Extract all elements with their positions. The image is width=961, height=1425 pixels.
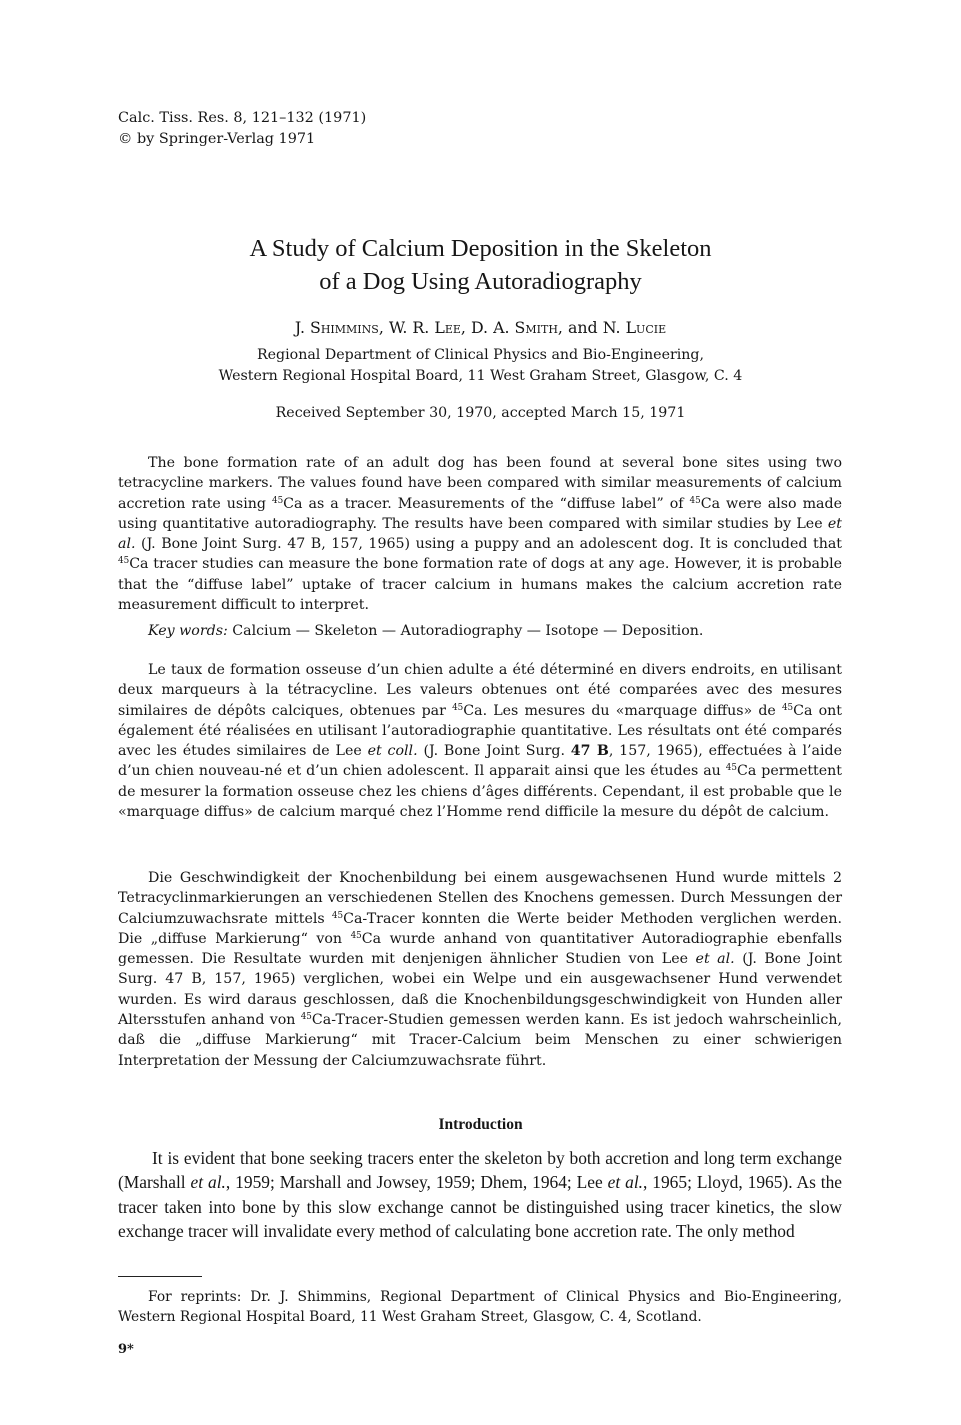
section-heading: Introduction (438, 1116, 523, 1133)
citation-line: Calc. Tiss. Res. 8, 121–132 (1971) (118, 110, 367, 126)
isotope-superscript: 45 (725, 763, 737, 774)
abstract-text: Ca wurde anhand von quantitativer Autoradiographie ebenfalls gemessen. Die Resultate wurden mit denjenigen ähnlicher Studien von Lee (118, 930, 842, 968)
isotope-superscript: 45 (118, 556, 130, 567)
footnote: For reprints: Dr. J. Shimmins, Regional Department of Clinical Physics and Bio-Engineering, Western Regional Hospital Board, 11 West Graham Street, Glasgow, C. 4, Scotland. (118, 1289, 842, 1325)
author-initial: N. (602, 318, 626, 337)
abstract-text: Ca were also made using quantitative autoradiography. The results have been compared with similar studies by Lee (118, 495, 842, 532)
isotope-superscript: 45 (300, 1012, 312, 1023)
intro-text: , 1959; Marshall and Jowsey, 1959; Dhem, 1964; Lee (225, 1172, 608, 1193)
introduction-paragraph (118, 1146, 842, 1244)
paper-title (0, 232, 961, 298)
abstract-english (118, 453, 842, 615)
abstract-text: (J. Bone Joint Surg. 47 B, 157, 1965) verglichen, wobei ein Welpe und ein ausgewachsener Hund verwendet wurden. Es wird daraus geschlossen, daß die Knochenbildungsgeschwindigkeit von Hunden aller Altersstufen anhand von (118, 951, 842, 1029)
abstract-german (118, 868, 842, 1071)
author-initial: W. R. (388, 318, 435, 337)
author-list (0, 318, 961, 338)
abstract-text: Ca permettent de mesurer la formation osseuse chez les chiens d’âges différents. Cependant, il est probable que le «marquage diffus» de calcium marqué chez l’Homme rend difficile la mesure du dépôt de calcium. (118, 763, 842, 821)
affiliation-line-1: Regional Department of Clinical Physics and Bio-Engineering, (256, 347, 705, 363)
et-al: et al. (190, 1172, 226, 1193)
et-al: et al. (118, 515, 842, 553)
footnote-divider (118, 1276, 202, 1277)
abstract-text: Ca as a tracer. Measurements of the “diffuse label” of (283, 495, 690, 512)
et-coll: et coll. (367, 743, 418, 760)
author-name: Lucie (625, 318, 667, 337)
isotope-superscript: 45 (350, 931, 362, 942)
author-name: Smith (514, 318, 558, 337)
title-line-1: A Study of Calcium Deposition in the Skeleton (249, 235, 712, 262)
affiliation-line-2: Western Regional Hospital Board, 11 West Graham Street, Glasgow, C. 4 (218, 368, 743, 384)
abstract-text: Le taux de formation osseuse d’un chien adulte a été déterminé en divers endroits, en utilisant deux marqueurs à la tétracycline. Les valeurs obtenues ont été comparées avec des mesures similaires de dépôts calciques, obtenues par (118, 662, 842, 719)
author-initial: J. (294, 318, 311, 337)
abstract-text: Ca-Tracer konnten die Werte beider Methoden verglichen werden. Die „diffuse Markierung“ von (118, 910, 842, 947)
journal-citation (118, 108, 366, 150)
author-initial: D. A. (470, 318, 515, 337)
abstract-text: Ca ont également été réalisées en utilisant l’autoradiographie quantitative. Les résultats ont été comparés avec les études similaires de Lee (118, 702, 842, 760)
author-name: Shimmins (310, 318, 379, 337)
author-name: Lee (434, 318, 461, 337)
keywords (148, 621, 842, 641)
copyright-line: © by Springer-Verlag 1971 (118, 131, 316, 147)
isotope-superscript: 45 (689, 495, 701, 506)
abstract-text: Die Geschwindigkeit der Knochenbildung bei einem ausgewachsenen Hund wurde mittels 2 Tetracyclinmarkierungen an verschiedenen Stellen des Knochens gemessen. Durch Messungen der Calciumzuwachsrate mittels (118, 870, 842, 927)
isotope-superscript: 45 (781, 702, 794, 713)
abstract-text: (J. Bone Joint Surg. 47 B, 157, 1965) using a puppy and an adolescent dog. It is concluded that (135, 536, 842, 553)
received-date: Received September 30, 1970, accepted March 15, 1971 (275, 405, 686, 421)
abstract-text: The bone formation rate of an adult dog has been found at several bone sites using two tetracycline markers. The values found have been compared with similar measurements of calcium accretion rate using (118, 455, 842, 512)
author-separator: , (378, 318, 389, 337)
author-conjunction: , and (557, 318, 603, 337)
affiliation (0, 345, 961, 387)
title-line-2: of a Dog Using Autoradiography (319, 268, 642, 295)
keywords-label: Key words: (148, 623, 228, 639)
abstract-text: Ca-Tracer-Studien gemessen werden kann. Es ist jedoch wahrscheinlich, daß die „diffuse Markierung“ mit Tracer-Calcium beim Menschen zu einer schwierigen Interpretation der Messung der Calciumzuwachsrate führt. (118, 1012, 842, 1069)
page-mark: 9* (118, 1342, 134, 1357)
et-al: et al. (695, 951, 735, 968)
abstract-text: Ca tracer studies can measure the bone formation rate of dogs at any age. However, it is probable that the “diffuse label” uptake of tracer calcium in humans makes the calcium accretion rate measurement difficult to interpret. (118, 556, 842, 614)
intro-text: It is evident that bone seeking tracers enter the skeleton by both accretion and long term exchange (Marshall (118, 1148, 842, 1193)
abstract-french (118, 660, 842, 822)
isotope-superscript: 45 (331, 910, 344, 921)
isotope-superscript: 45 (271, 495, 284, 506)
volume: 47 B (570, 743, 609, 760)
abstract-text: (J. Bone Joint Surg. (417, 743, 571, 760)
author-separator: , (460, 318, 471, 337)
keywords-text: Calcium — Skeleton — Autoradiography — Isotope — Deposition. (227, 623, 704, 639)
abstract-text: Ca. Les mesures du «marquage diffus» de (463, 702, 782, 719)
abstract-text: , 157, 1965), effectuées à l’aide d’un chien nouveau-né et d’un chien adolescent. Il apparait ainsi que les études au (118, 743, 842, 780)
et-al: et al. (607, 1172, 644, 1193)
intro-text: , 1965; Lloyd, 1965). As the tracer taken into bone by this slow exchange cannot be distinguished using tracer kinetics, the slow exchange tracer will invalidate every method of calculating bone accretion rate. The only method (118, 1172, 843, 1242)
isotope-superscript: 45 (452, 702, 464, 713)
